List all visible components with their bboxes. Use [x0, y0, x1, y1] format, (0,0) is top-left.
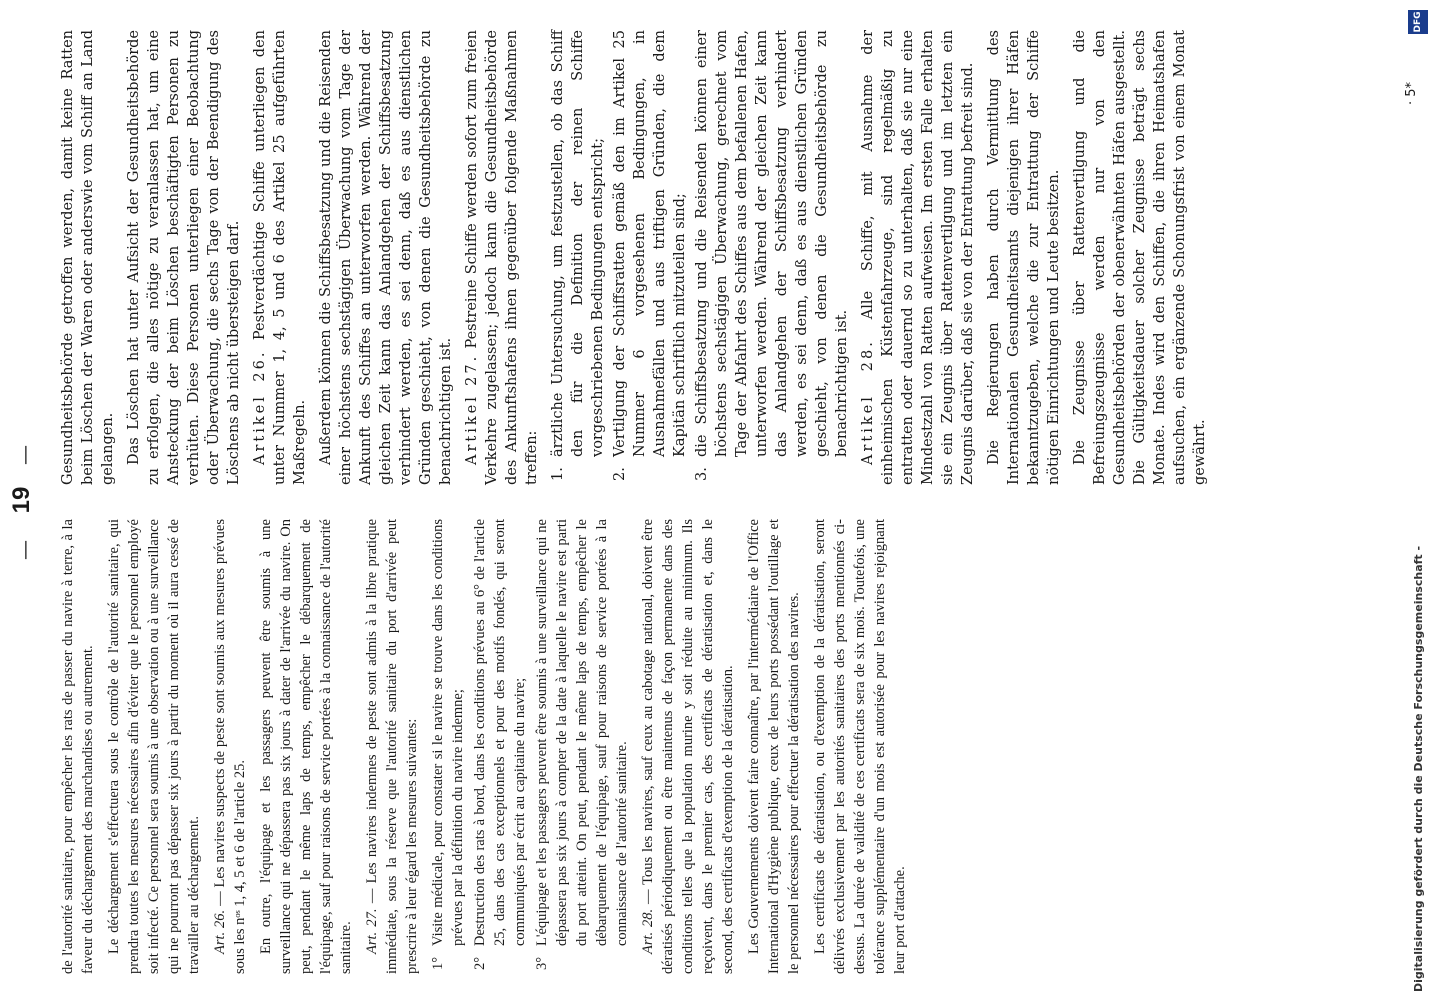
list-item-text: ärztliche Untersuchung, um festzustellen, ob das Schiff den für die Definition der reinen Schiffe vorgeschriebenen Bedingungen entspricht; [550, 30, 606, 457]
list-item-text: die Schiffsbesatzung und die Reisenden können einer höchstens sechstägigen Überwachung, gerechnet vom Tage der Abfahrt des Schiffes aus dem befallenen Hafen, unterworfen werden. Während der gleichen Zeit kann das Anlandgehen der Schiffsbesatzung verhindert werden, es sei denn, daß es aus dienstlichen Gründen geschieht, von denen die Gesundheitsbehörde zu benachrichtigen ist. [694, 30, 850, 457]
de-article-27 [462, 30, 542, 485]
page-header [8, 0, 48, 1000]
german-column [58, 30, 1216, 485]
de-art27-list [548, 30, 852, 485]
de-paragraph-loeschen: Das Löschen hat unter Aufsicht der Gesundheitsbehörde zu erfolgen, die alles nötige zu veranlassen hat, um eine Ansteckung der beim Löschen beschäftigten Personen zu verhüten. Diese Personen unterliegen einer Beobachtung oder Überwachung, die sechs Tage von der Beendigung des Löschens ab nicht übersteigen darf. [126, 30, 242, 485]
fr-art27-list [428, 519, 632, 974]
de-art28-paragraph-2: Die Regierungen haben durch Vermittlung des Internationalen Gesundheitsamts diejenigen ihrer Häfen bekanntzugeben, welche die zur Entrattung der Schiffe nötigen Einrichtungen und Leute besitzen. [986, 30, 1062, 485]
de-art28-heading: Artikel 28. [860, 339, 876, 465]
fr-art26-heading: Art. 26. [212, 909, 228, 954]
header-dash-right: — [12, 445, 36, 465]
de-art27-heading: Artikel 27. [464, 353, 480, 465]
list-item-text: Visite médicale, pour constater si le navire se trouve dans les conditions prévues par la définition du navire indemne; [430, 519, 466, 946]
de-art27-text: Pestreine Schiffe werden sofort zum freien Verkehre zugelassen; jedoch kann die Gesundheitsbehörde des Ankunftshafens ihnen gegenüber folgende Maßnahmen treffen: [464, 29, 540, 485]
de-article-28 [858, 30, 978, 485]
fr-art26-paragraph-2: En outre, l'équipage et les passagers peuvent être soumis à une surveillance qui ne dépassera pas six jours à dater de l'arrivée du navire. On peut, pendant le même laps de temps, empêcher le débarquement de l'équipage, sauf pour raisons de service portées à la connaissance de l'autorité sanitaire. [258, 519, 354, 974]
fr-art28-heading: Art. 28. [640, 908, 656, 954]
de-art26-text: Pestverdächtige Schiffe unterliegen den unter Nummer 1, 4, 5 und 6 des Artikel 25 aufgeführten Maßregeln. [252, 30, 308, 485]
fr-art27-heading: Art. 27. [364, 908, 380, 954]
dfg-logo-icon: DFG [1408, 10, 1428, 34]
header-dash-left: — [12, 540, 36, 560]
signature-mark: · 5* [1404, 81, 1419, 105]
list-item [610, 30, 690, 485]
fr-article-28 [638, 519, 738, 974]
digitization-credit: Digitalisierung gefördert durch die Deutsche Forschungsgemeinschaft - [1412, 545, 1425, 992]
list-item-number: 3. [694, 467, 710, 481]
list-item-text: L'équipage et les passagers peuvent être soumis à une surveillance qui ne dépassera pas six jours à compter de la date à laquelle le navire est parti du port atteint. On peut, pendant le même laps de temps, empêcher le débarquement de l'équipage, sauf pour raisons de service portées à la connaissance de l'autorité sanitaire. [534, 519, 630, 946]
list-item-number: 3° [534, 956, 550, 970]
de-art26-heading: Artikel 26. [252, 349, 268, 465]
de-art26-paragraph-2: Außerdem können die Schiffsbesatzung und die Reisenden einer höchstens sechstägigen Überwachung vom Tage der Ankunft des Schiffes an unterworfen werden. Während der gleichen Zeit kann das Anlandgehen der Schiffsbesatzung verhindert werden, es sei denn, daß es aus dienstlichen Gründen geschieht, von denen die Gesundheitsbehörde zu benachrichtigen ist. [318, 30, 454, 485]
french-column [58, 519, 916, 974]
list-item [532, 519, 632, 974]
fr-art27-text: — Les navires indemnes de peste sont admis à la libre pratique immédiate, sous la réserve que l'autorité sanitaire du port d'arrivée peut prescrire à leur égard les mesures suivantes: [364, 518, 420, 974]
list-item [470, 519, 530, 974]
fr-art28-paragraph-3: Les certificats de dératisation, ou d'exemption de la dératisation, seront délivrés exclusivement par les autorités sanitaires des ports mentionnés ci-dessus. La durée de validité de ces certificats sera de six mois. Toutefois, une tolérance supplémentaire d'un mois est autorisée pour les navires rejoignant leur port d'attache. [812, 519, 908, 974]
de-art28-paragraph-3: Die Zeugnisse über Rattenvertilgung und die Befreiungszeugnisse werden nur von den Gesundheitsbehörden der obenerwähnten Häfen ausgestellt. Die Gültigkeitsdauer solcher Zeugnisse beträgt sechs Monate. Indes wird den Schiffen, die ihren Heimatshafen aufsuchen, ein ergänzende Schonungsfrist von einem Monat gewährt. [1072, 30, 1208, 485]
de-art28-text: Alle Schiffe, mit Ausnahme der einheimischen Küstenfahrzeuge, sind regelmäßig zu entratten oder dauernd so zu unterhalten, daß sie nur eine Mindestzahl von Ratten aufweisen. Im ersten Falle erhalten sie ein Zeugnis über Rattenvertilgung und im letzten ein Zeugnis darüber, daß sie von der Entrattung befreit sind. [860, 29, 976, 485]
fr-art28-text: — Tous les navires, sauf ceux au cabotage national, doivent être dératisés périodiquement ou être maintenus de façon permanente dans des conditions telles que la population murine y soit réduite au minimum. Ils reçoivent, dans le premier cas, des certificats de dératisation et, dans le second, des certificats d'exemption de la dératisation. [640, 518, 736, 974]
fr-art26-text: — Les navires suspects de peste sont soumis aux mesures prévues sous les nᵒˢ 1, 4, 5 et 6 de l'article 25. [212, 518, 248, 974]
page-number: 19 [8, 486, 35, 514]
de-intro: Gesundheitsbehörde getroffen werden, damit keine Ratten beim Löschen der Waren oder anderswie vom Schiff an Land gelangen. [60, 30, 116, 485]
list-item-number: 1° [430, 956, 446, 970]
fr-intro: de l'autorité sanitaire, pour empêcher les rats de passer du navire à terre, à la faveur du déchargement des marchandises ou autrement. [60, 519, 96, 974]
fr-art28-paragraph-2: Les Gouvernements doivent faire connaître, par l'intermédiaire de l'Office International d'Hygiène publique, ceux de leurs ports possédant l'outillage et le personnel nécessaires pour effectuer la dératisation des navires. [746, 519, 802, 974]
list-item-number: 2° [472, 956, 488, 970]
list-item-number: 2. [612, 467, 628, 481]
list-item [692, 30, 852, 485]
de-article-26 [250, 30, 310, 485]
list-item-number: 1. [550, 467, 566, 481]
list-item-text: Vertilgung der Schiffsratten gemäß den im Artikel 25 Nummer 6 vorgesehenen Bedingungen, in Ausnahmefällen und aus triftigen Gründen, die dem Kapitän schriftlich mitzuteilen sind; [612, 30, 688, 457]
list-item [428, 519, 468, 974]
fr-article-26 [210, 519, 250, 974]
fr-paragraph-dechargement: Le déchargement s'effectuera sous le contrôle de l'autorité sanitaire, qui prendra toutes les mesures nécessaires afin d'éviter que le personnel employé soit infecté. Ce personnel sera soumis à une observation ou à une surveillance qui ne pourront pas dépasser six jours à partir du moment où il aura cessé de travailler au déchargement. [106, 519, 202, 974]
fr-article-27 [362, 519, 422, 974]
list-item-text: Destruction des rats à bord, dans les conditions prévues au 6° de l'article 25, dans des cas exceptionnels et pour des motifs fondés, qui seront communiqués par écrit au capitaine du navire; [472, 519, 528, 946]
list-item [548, 30, 608, 485]
